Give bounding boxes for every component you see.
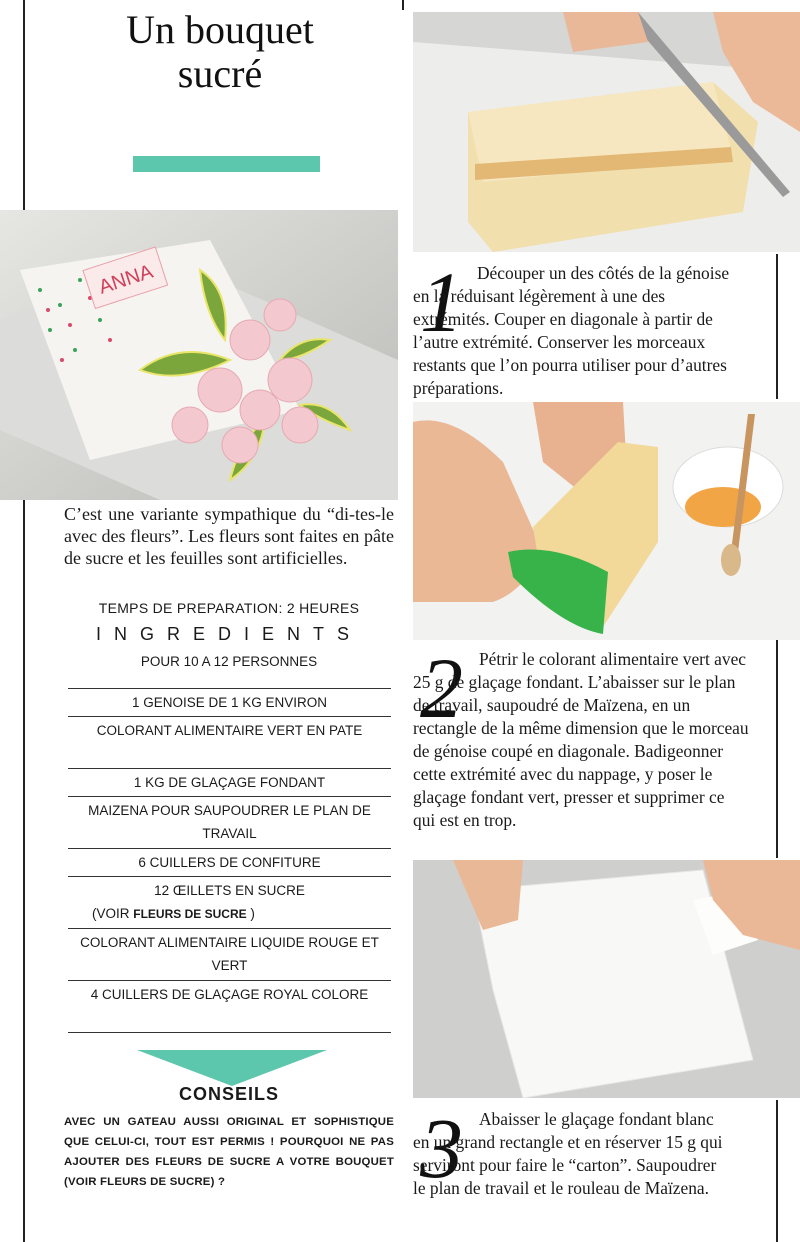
right-rule-1 [776, 254, 778, 399]
left-rule-lower [23, 500, 25, 1242]
ingredient-text: COLORANT ALIMENTAIRE VERT EN PATE [96, 723, 363, 738]
ingredient-text: MAIZENA POUR SAUPOUDRER LE PLAN DE TRAVAIL [88, 803, 371, 841]
ingredient-text: 12 ŒILLETS EN SUCRE [154, 883, 305, 898]
note-suffix: ) [246, 906, 255, 921]
ingredient-text: 1 GENOISE DE 1 KG ENVIRON [131, 695, 328, 710]
ingredient-text: COLORANT ALIMENTAIRE LIQUIDE ROUGE ET VERT [80, 935, 379, 973]
ingredient-item [68, 929, 391, 981]
fleurs-de-sucre-link[interactable]: FLEURS DE SUCRE [133, 907, 247, 921]
ingredients-list [68, 688, 391, 1033]
ingredient-item [68, 797, 391, 849]
ingredient-text: 1 KG DE GLAÇAGE FONDANT [133, 775, 326, 790]
ingredient-note [72, 902, 387, 926]
right-rule-3 [776, 1100, 778, 1242]
conseils-title: CONSEILS [178, 1084, 279, 1104]
step-2-text: Pétrir le colorant alimentaire vert avec 25 g de glaçage fondant. L’abaisser sur le plan de travail, saupoudré de Maïzena, en un rectangle de la même dimension que le morceau de génoise coupé en diagonale. Badigeonner cette extrémité avec du nappage, y poser le glaçage fondant vert, presser et supprimer ce qui est en trop. [413, 649, 749, 830]
step-3-number: 3 [420, 1100, 463, 1196]
ingredient-item [68, 981, 391, 1033]
card-name-text: ANNA [96, 260, 156, 299]
bouquet-photo [0, 210, 398, 500]
intro-paragraph: C’est une variante sympathique du “di-tes-le avec des fleurs”. Les fleurs sont faites en pâte de sucre et les feuilles sont artificielles. [64, 504, 394, 568]
ingredient-item [68, 849, 391, 877]
ingredient-text: 6 CUILLERS DE CONFITURE [138, 855, 321, 870]
title-line-1: Un bouquet [126, 7, 314, 52]
step-1-text: Découper un des côtés de la génoise en la réduisant légèrement à une des extrémités. Couper en diagonale à partir de l’autre extrémité. Conserver les morceaux restants que l’on pourra utiliser pour d’autres préparations. [413, 263, 730, 398]
servings: POUR 10 A 12 PERSONNES [140, 654, 318, 669]
ingredients-title: INGREDIENTS [95, 624, 362, 644]
page-title [120, 8, 320, 96]
ingredient-item [68, 877, 391, 929]
note-prefix: (VOIR [92, 906, 134, 921]
step-2-number: 2 [420, 640, 463, 736]
step-2-photo [413, 402, 800, 640]
ingredient-text: 4 CUILLERS DE GLAÇAGE ROYAL COLORE [90, 987, 369, 1002]
right-rule-2 [776, 640, 778, 858]
ingredient-item [68, 769, 391, 797]
step-3-text: Abaisser le glaçage fondant blanc en un grand rectangle et en réserver 15 g qui serviront pour faire le “carton”. Saupoudrer le plan de travail et le rouleau de Maïzena. [413, 1109, 723, 1198]
step-1-number: 1 [420, 254, 463, 350]
left-rule [23, 0, 25, 210]
conseils-text: AVEC UN GATEAU AUSSI ORIGINAL ET SOPHISTIQUE QUE CELUI-CI, TOUT EST PERMIS ! POURQUOI NE PAS AJOUTER DES FLEURS DE SUCRE A VOTRE BOUQUET (VOIR FLEURS DE SUCRE) ? [64, 1116, 394, 1188]
title-accent-bar [133, 156, 320, 172]
step-3-photo [413, 860, 800, 1098]
ingredient-item [68, 689, 391, 717]
title-line-2: sucré [177, 51, 263, 96]
step-1-photo [413, 12, 800, 252]
prep-time: TEMPS DE PREPARATION: 2 HEURES [98, 600, 360, 616]
conseils-accent-triangle [137, 1050, 327, 1086]
ingredient-item [68, 717, 391, 769]
center-rule [402, 0, 404, 10]
